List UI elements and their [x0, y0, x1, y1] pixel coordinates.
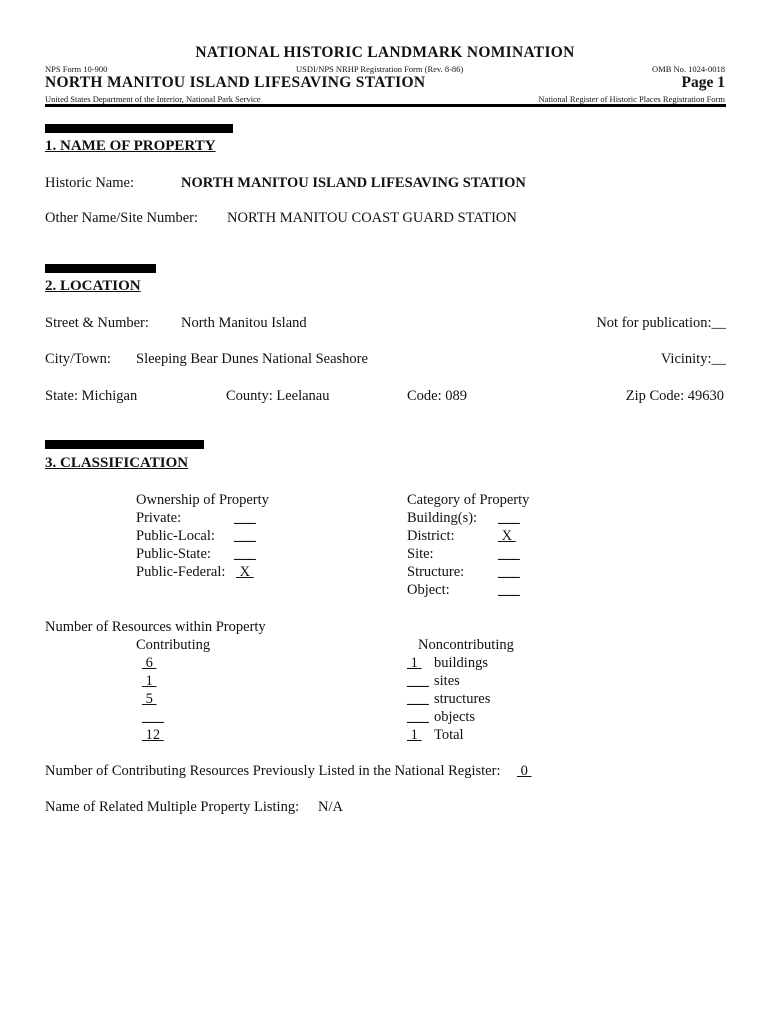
category-mark: X	[498, 528, 516, 544]
category-mark: ___	[498, 510, 520, 526]
previously-listed-value: 0	[517, 763, 532, 779]
section-1-heading: 1. NAME OF PROPERTY	[45, 138, 216, 154]
noncontributing-heading: Noncontributing	[418, 637, 514, 653]
ownership-label: Private:	[136, 510, 182, 526]
noncontributing-label: structures	[434, 691, 491, 707]
section-3-bar	[45, 440, 204, 449]
other-name-value: NORTH MANITOU COAST GUARD STATION	[227, 210, 517, 226]
station-name-header: NORTH MANITOU ISLAND LIFESAVING STATION	[45, 74, 426, 91]
related-listing-value: N/A	[318, 799, 343, 815]
city-value: Sleeping Bear Dunes National Seashore	[136, 351, 368, 367]
ownership-label: Public-Local:	[136, 528, 215, 544]
ownership-label: Public-Federal:	[136, 564, 226, 580]
ownership-mark: ___	[234, 546, 256, 562]
category-label: Structure:	[407, 564, 465, 580]
city-label: City/Town:	[45, 351, 111, 367]
noncontributing-count: 1	[407, 727, 422, 743]
form-number: NPS Form 10-900	[45, 64, 108, 74]
noncontributing-count: 1	[407, 655, 422, 671]
contributing-count: ___	[142, 709, 164, 725]
ownership-mark: ___	[234, 528, 256, 544]
section-1-bar	[45, 124, 233, 133]
document-title: NATIONAL HISTORIC LANDMARK NOMINATION	[195, 44, 575, 61]
vicinity: Vicinity:__	[660, 351, 726, 367]
historic-name-label: Historic Name:	[45, 175, 134, 191]
noncontributing-label: objects	[434, 709, 476, 725]
resources-heading: Number of Resources within Property	[45, 619, 266, 635]
zip-code: Zip Code: 49630	[625, 388, 724, 404]
category-label: Site:	[407, 546, 434, 562]
other-name-label: Other Name/Site Number:	[45, 210, 199, 226]
related-listing-label: Name of Related Multiple Property Listing:	[45, 799, 300, 815]
ownership-heading: Ownership of Property	[136, 492, 269, 508]
noncontributing-label: Total	[434, 727, 464, 743]
register-line: National Register of Historic Places Registration Form	[538, 94, 725, 104]
category-mark: ___	[498, 582, 520, 598]
category-label: District:	[407, 528, 455, 544]
code: Code: 089	[407, 388, 468, 404]
noncontributing-label: buildings	[434, 655, 488, 671]
ownership-mark: X	[236, 564, 254, 580]
contributing-count: 12	[142, 727, 164, 743]
historic-name-value: NORTH MANITOU ISLAND LIFESAVING STATION	[181, 175, 526, 191]
contributing-count: 5	[142, 691, 157, 707]
page-number: Page 1	[681, 74, 725, 91]
contributing-heading: Contributing	[136, 637, 211, 653]
street-value: North Manitou Island	[181, 315, 307, 331]
header-rule	[45, 104, 726, 107]
noncontributing-count: ___	[407, 673, 429, 689]
section-2-bar	[45, 264, 156, 273]
omb-number: OMB No. 1024-0018	[652, 64, 725, 74]
street-label: Street & Number:	[45, 315, 149, 331]
category-label: Object:	[407, 582, 450, 598]
noncontributing-label: sites	[434, 673, 460, 689]
contributing-count: 6	[142, 655, 157, 671]
category-mark: ___	[498, 546, 520, 562]
previously-listed-label: Number of Contributing Resources Previously Listed in the National Register:	[45, 763, 501, 779]
section-3-heading: 3. CLASSIFICATION	[45, 455, 189, 471]
noncontributing-count: ___	[407, 709, 429, 725]
form-agency: USDI/NPS NRHP Registration Form (Rev. 8-86)	[296, 64, 464, 74]
category-label: Building(s):	[407, 510, 478, 526]
ownership-label: Public-State:	[136, 546, 211, 562]
department-line: United States Department of the Interior, National Park Service	[45, 94, 261, 104]
state: State: Michigan	[45, 388, 138, 404]
noncontributing-count: ___	[407, 691, 429, 707]
category-heading: Category of Property	[407, 492, 530, 508]
ownership-mark: ___	[234, 510, 256, 526]
not-for-publication: Not for publication:__	[596, 315, 726, 331]
contributing-count: 1	[142, 673, 157, 689]
section-2-heading: 2. LOCATION	[45, 278, 141, 294]
county: County: Leelanau	[226, 388, 330, 404]
category-mark: ___	[498, 564, 520, 580]
